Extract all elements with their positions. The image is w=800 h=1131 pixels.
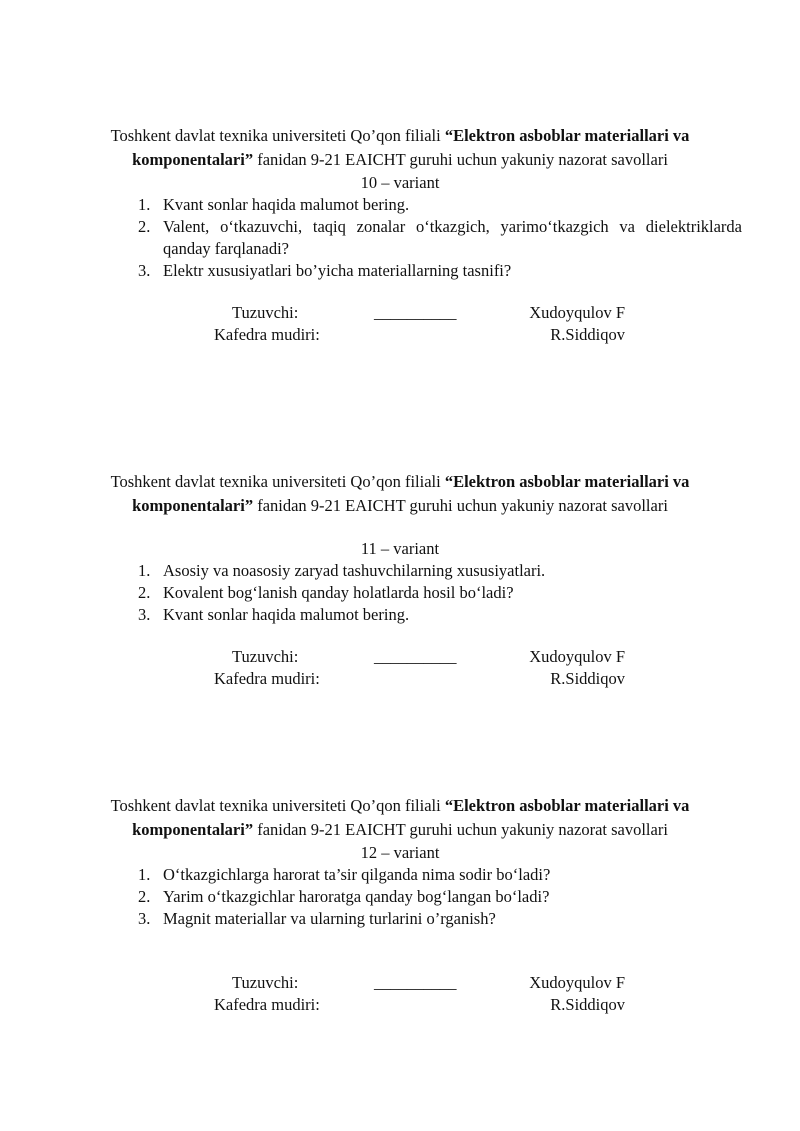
- question-text: Yarim o‘tkazgichlar haroratga qanday bog‘langan bo‘ladi?: [163, 887, 550, 906]
- compiler-name: Xudoyqulov F: [529, 973, 625, 992]
- variant-title: 11 – variant: [360, 539, 440, 558]
- question-item: [138, 582, 742, 604]
- question-number: 2.: [138, 887, 151, 906]
- variant-block-10: [0, 124, 800, 346]
- head-row: [0, 994, 800, 1016]
- question-text: O‘tkazgichlarga harorat ta’sir qilganda nima sodir bo‘ladi?: [163, 865, 551, 884]
- question-number: 1.: [138, 865, 151, 884]
- block-header: [80, 470, 720, 518]
- signature-line: __________: [374, 647, 457, 666]
- question-number: 3.: [138, 909, 151, 928]
- compiler-label: Tuzuvchi:: [232, 303, 299, 322]
- compiler-label: Tuzuvchi:: [232, 973, 299, 992]
- question-number: 2.: [138, 217, 151, 236]
- compiler-name: Xudoyqulov F: [529, 647, 625, 666]
- question-list: [138, 560, 742, 626]
- signature-line: __________: [374, 303, 457, 322]
- question-number: 2.: [138, 583, 151, 602]
- question-number: 3.: [138, 605, 151, 624]
- head-name: R.Siddiqov: [550, 325, 625, 344]
- head-label: Kafedra mudiri:: [214, 325, 320, 344]
- head-label: Kafedra mudiri:: [214, 669, 320, 688]
- question-text: Kovalent bog‘lanish qanday holatlarda hosil bo‘ladi?: [163, 583, 514, 602]
- head-name: R.Siddiqov: [550, 995, 625, 1014]
- question-text: Asosiy va noasosiy zaryad tashuvchilarning xususiyatlari.: [163, 561, 546, 580]
- block-header: [80, 794, 720, 842]
- variant-block-11: [0, 470, 800, 690]
- header-institution: Toshkent davlat texnika universiteti Qo’qon filiali: [110, 796, 445, 815]
- head-row: [0, 324, 800, 346]
- variant-title: 10 – variant: [360, 173, 440, 192]
- question-item: [138, 260, 742, 282]
- question-number: 1.: [138, 561, 151, 580]
- question-text: Magnit materiallar va ularning turlarini o’rganish?: [163, 909, 496, 928]
- compiler-label: Tuzuvchi:: [232, 647, 299, 666]
- header-rest: fanidan 9-21 EAICHT guruhi uchun yakuniy nazorat savollari: [253, 496, 668, 515]
- question-number: 1.: [138, 195, 151, 214]
- question-list: [138, 194, 742, 282]
- question-text: Kvant sonlar haqida malumot bering.: [163, 605, 410, 624]
- question-item: [138, 560, 742, 582]
- question-list: [138, 864, 742, 930]
- header-course: “Elektron asboblar materiallari va komponentalari”: [132, 796, 690, 839]
- question-item: [138, 194, 742, 216]
- question-item: [138, 908, 742, 930]
- head-name: R.Siddiqov: [550, 669, 625, 688]
- question-item: [138, 864, 742, 886]
- variant-title: 12 – variant: [360, 843, 440, 862]
- question-text: Elektr xususiyatlari bo’yicha materiallarning tasnifi?: [163, 261, 512, 280]
- header-rest: fanidan 9-21 EAICHT guruhi uchun yakuniy nazorat savollari: [253, 150, 668, 169]
- compiler-row: [0, 646, 800, 668]
- header-course: “Elektron asboblar materiallari va komponentalari”: [132, 126, 690, 169]
- question-item: [138, 886, 742, 908]
- question-number: 3.: [138, 261, 151, 280]
- question-item: [138, 216, 742, 260]
- question-item: [138, 604, 742, 626]
- header-course: “Elektron asboblar materiallari va komponentalari”: [132, 472, 690, 515]
- header-institution: Toshkent davlat texnika universiteti Qo’qon filiali: [110, 472, 445, 491]
- question-text: Kvant sonlar haqida malumot bering.: [163, 195, 410, 214]
- header-rest: fanidan 9-21 EAICHT guruhi uchun yakuniy nazorat savollari: [253, 820, 668, 839]
- signature-line: __________: [374, 973, 457, 992]
- head-row: [0, 668, 800, 690]
- header-institution: Toshkent davlat texnika universiteti Qo’qon filiali: [110, 126, 445, 145]
- compiler-row: [0, 972, 800, 994]
- block-header: [80, 124, 720, 172]
- head-label: Kafedra mudiri:: [214, 995, 320, 1014]
- variant-block-12: [0, 794, 800, 1016]
- question-text: Valent, o‘tkazuvchi, taqiq zonalar o‘tkazgich, yarimo‘tkazgich va dielektriklarda qanday farqlanadi?: [163, 217, 742, 258]
- compiler-row: [0, 302, 800, 324]
- compiler-name: Xudoyqulov F: [529, 303, 625, 322]
